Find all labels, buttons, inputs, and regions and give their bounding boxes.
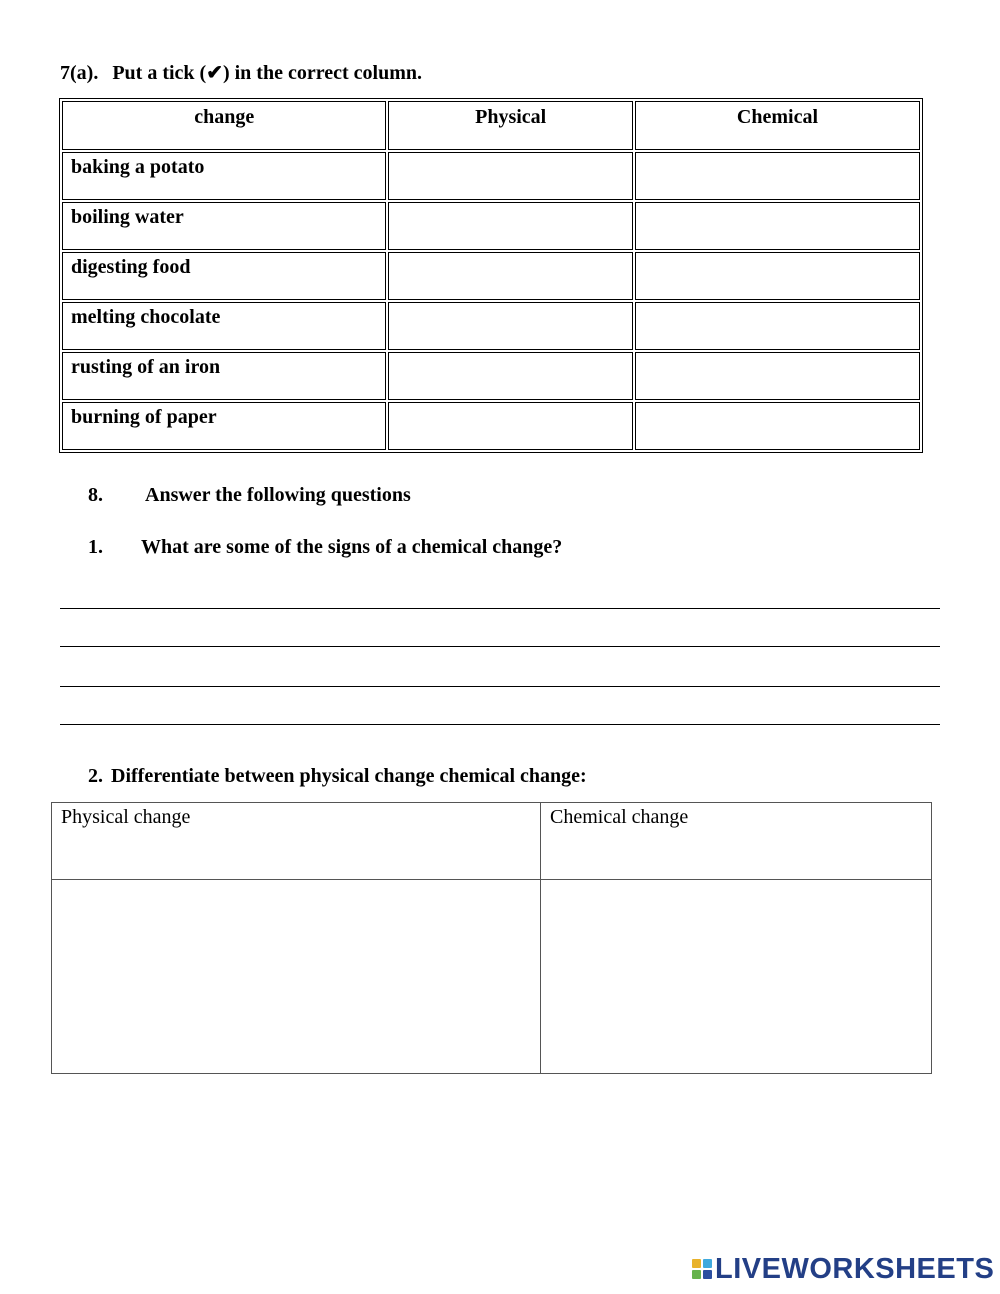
chemical-tick-cell[interactable] [635, 152, 920, 200]
chemical-tick-cell[interactable] [635, 202, 920, 250]
liveworksheets-brand [692, 1253, 994, 1285]
question-2 [88, 765, 587, 788]
differentiate-table [51, 802, 932, 1074]
chemical-tick-cell[interactable] [635, 252, 920, 300]
brand-name: LIVEWORKSHEETS [715, 1252, 995, 1285]
physical-tick-cell[interactable] [388, 402, 633, 450]
differentiate-answer-row [52, 880, 932, 1074]
question-1-text: What are some of the signs of a chemical change? [141, 536, 563, 558]
answer-line-2[interactable] [60, 622, 940, 647]
differentiate-header-row [52, 803, 932, 880]
table-row [62, 352, 920, 400]
row-label-digesting-food: digesting food [62, 252, 386, 300]
question-2-number: 2. [88, 765, 103, 787]
question-8-text: Answer the following questions [145, 484, 411, 506]
tick-table [59, 98, 923, 453]
header-physical-change: Physical change [52, 803, 541, 880]
row-label-burning-paper: burning of paper [62, 402, 386, 450]
chemical-tick-cell[interactable] [635, 302, 920, 350]
physical-tick-cell[interactable] [388, 202, 633, 250]
table-row [62, 402, 920, 450]
header-physical: Physical [388, 101, 633, 150]
row-label-rusting-iron: rusting of an iron [62, 352, 386, 400]
header-chemical: Chemical [635, 101, 920, 150]
chemical-change-answer-box[interactable] [541, 880, 932, 1074]
physical-tick-cell[interactable] [388, 352, 633, 400]
table-row [62, 302, 920, 350]
physical-tick-cell[interactable] [388, 252, 633, 300]
table-row [62, 252, 920, 300]
row-label-melting-chocolate: melting chocolate [62, 302, 386, 350]
question-7a-instruction: Put a tick (✔) in the correct column. [112, 62, 422, 84]
question-7a-number: 7(a). [60, 62, 99, 84]
row-label-boiling-water: boiling water [62, 202, 386, 250]
table-row [62, 152, 920, 200]
table-row [62, 202, 920, 250]
question-8-number: 8. [88, 484, 103, 506]
answer-line-1[interactable] [60, 584, 940, 609]
physical-tick-cell[interactable] [388, 302, 633, 350]
question-2-text: Differentiate between physical change chemical change: [111, 765, 587, 787]
chemical-tick-cell[interactable] [635, 402, 920, 450]
question-1 [88, 536, 562, 559]
physical-tick-cell[interactable] [388, 152, 633, 200]
liveworksheets-logo-icon [692, 1259, 712, 1279]
question-1-number: 1. [88, 536, 103, 558]
tick-table-header-row [62, 101, 920, 150]
header-change: change [62, 101, 386, 150]
row-label-baking-potato: baking a potato [62, 152, 386, 200]
header-chemical-change: Chemical change [541, 803, 932, 880]
chemical-tick-cell[interactable] [635, 352, 920, 400]
physical-change-answer-box[interactable] [52, 880, 541, 1074]
answer-line-4[interactable] [60, 700, 940, 725]
answer-line-3[interactable] [60, 662, 940, 687]
question-8-heading [88, 484, 411, 507]
question-7a-title [60, 60, 422, 85]
